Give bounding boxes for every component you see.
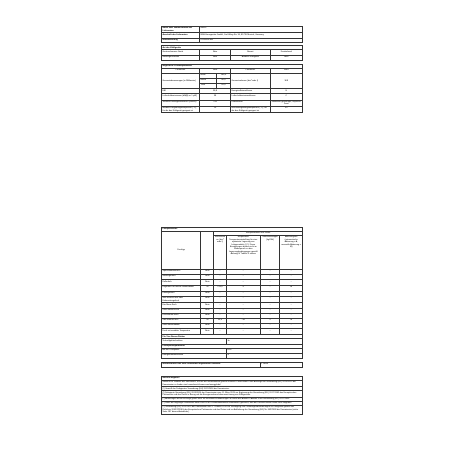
footnote: (⁵) Verordnung (EU) 2019/2019 der Kommission vom 1. Oktober 2019 zur Festlegung von Ökodesign-Anforderungen an Kühlgeräte gemäß der Richtlinie 2009/125/EG des Europäischen Parlaments und des Rates und zur Aufhebung der Verordnung (EG) Nr. 643/2009 der Kommission (siehe Seite 187 dieses Amtsblatts). — [162, 405, 303, 414]
compartment-temperature: – — [226, 291, 260, 296]
dimension-value: 65,0 — [216, 84, 230, 89]
compartment-freezing: – — [260, 308, 280, 313]
compartment-present: Ja — [201, 285, 214, 291]
compartment-present: Nein — [201, 303, 214, 308]
compartment-name: Vier-Sterne-Fach — [162, 318, 201, 323]
four-star-section-title: Für Vier-Sterne-Fächer — [162, 335, 303, 339]
light-source-value: G — [226, 353, 302, 358]
compartment-temperature: – — [226, 308, 260, 313]
supplier-name-value: Bosch — [200, 27, 303, 33]
compartment-defrost: – — [280, 324, 303, 329]
compartment-defrost: – — [280, 308, 303, 313]
volume-value: 308 — [270, 73, 302, 89]
manufacturer-weblink-note: Weblink zur Website des Herstellers, auf der die Informationen gemäß Nummer 4 Buchstabe a des Anhangs der Verordnung (EU) 2019/2019 der Kommission zu finden sind: www.bosch-home.com/energylabel — [162, 381, 303, 387]
compartment-present: Nein — [201, 313, 214, 318]
column-header: Wert — [200, 68, 231, 73]
type-param-label: Anderes Kühlgerät — [231, 55, 270, 60]
model-id-label: Modellkennung — [162, 38, 200, 42]
guarantee-label: Mindestlaufzeit der vom Lieferanten angebotenen Garantie — [162, 362, 261, 367]
compartment-freezing: – — [260, 303, 280, 308]
compartment-defrost: – — [280, 275, 303, 280]
light-source-label: Art der Lichtquelle — [162, 348, 227, 353]
supplier-address-value: BSH Hausgeräte GmbH, Carl-Wery-Str. 34, 81739 Munich, Germany — [200, 33, 303, 38]
param-value: 38 — [200, 94, 231, 100]
dimension-value: 60,0 — [216, 78, 230, 83]
compartment-name: Zwei-Sterne-Abteil — [162, 324, 201, 329]
compartment-defrost: – — [280, 303, 303, 308]
column-header: Parameter — [162, 68, 200, 73]
compartment-name: Zwei-Sterne-Fach — [162, 308, 201, 313]
compartment-temperature: – — [226, 303, 260, 308]
param-value: 98,8 — [200, 89, 231, 94]
compartment-freezing: – — [260, 296, 280, 302]
compartment-defrost: M — [280, 318, 303, 323]
compartment-temperature: – — [226, 270, 260, 275]
compartment-name: Kaltlagerfach — [162, 291, 201, 296]
compartment-temperature: – — [226, 280, 260, 285]
param-label: Jährlicher Energieverbrauch (kWh/a) — [162, 100, 200, 106]
compartment-volume: – — [214, 329, 227, 335]
compartment-name: Drei-Sterne-Fach — [162, 313, 201, 318]
compartment-name: Weinlagerfach — [162, 275, 201, 280]
compartment-volume: – — [214, 303, 227, 308]
compartment-name: Kellerfach — [162, 280, 201, 285]
compartment-temperature: – — [226, 313, 260, 318]
compartment-volume: 214,0 — [214, 285, 227, 291]
compartment-freezing: – — [260, 270, 280, 275]
compartment-present: Nein — [201, 270, 214, 275]
compartment-name: Lagerfach für frische Lebensmittel — [162, 285, 201, 291]
supplier-address-label: Anschrift des Lieferanten — [162, 33, 200, 38]
compartment-volume: – — [214, 280, 227, 285]
freezing-capacity-column-header: Gefriervermögen (kg/24h) — [260, 236, 280, 270]
compartment-name: Fach mit variabler Temperatur — [162, 329, 201, 335]
param-value: erweiterte gemäßigte, tropische Zone — [271, 100, 301, 106]
compartment-defrost: – — [280, 296, 303, 302]
dimension-name: Breite — [200, 78, 217, 83]
compartment-present: Nein — [201, 329, 214, 335]
dimension-name: Höhe — [200, 73, 217, 78]
param-value: E — [270, 89, 302, 94]
compartment-freezing: – — [260, 313, 280, 318]
compartment-freezing: – — [260, 324, 280, 329]
compartment-temperature: – — [226, 296, 260, 302]
fast-freeze-label: Schnellgefrierfunktion — [162, 339, 227, 344]
compartment-present: Nein — [201, 291, 214, 296]
appliance-type-title: Art des Kühlgeräts — [162, 46, 303, 50]
column-header: Parameter — [231, 68, 270, 73]
compartment-temperature: -18 — [226, 318, 260, 323]
compartment-freezing: – — [260, 275, 280, 280]
defrost-type-column-header: Abtauungsart (automatische Abtauung = A, manuelle Abtauung = M) — [280, 236, 303, 270]
compartment-present: Nein — [201, 275, 214, 280]
compartment-temperature: – — [226, 324, 260, 329]
general-params-title: Allgemeine Produktparameter — [162, 64, 303, 68]
compartment-temperature: 4 — [226, 285, 260, 291]
compartment-volume: – — [214, 308, 227, 313]
dimension-value: 186,0 — [216, 73, 230, 78]
compartment-temperature: – — [226, 329, 260, 335]
footnote: (²) Delegierte Verordnung (EU) 2019/2016 der Kommission vom 11. März 2019 zur Ergänzung der Verordnung (EU) 2017/1369 des Europäischen Parlaments und des Rates in Bezug auf die Energieverbrauchskennzeichnung von Kühlgeräten. — [162, 391, 303, 397]
compartment-name: Speisekammerfach — [162, 270, 201, 275]
compartment-volume: – — [214, 324, 227, 329]
column-header: Wert — [270, 68, 302, 73]
param-value: 43 — [270, 107, 302, 113]
compartment-freezing: – — [260, 285, 280, 291]
compartment-volume: – — [214, 291, 227, 296]
compartment-volume: – — [214, 275, 227, 280]
compartment-present: Nein — [201, 296, 214, 302]
compartment-defrost: – — [280, 329, 303, 335]
param-label: EEI — [162, 89, 200, 94]
compartment-present: Nein — [201, 280, 214, 285]
param-value: 10 — [200, 107, 231, 113]
further-info-title: Weitere Angaben — [162, 377, 303, 381]
compartment-defrost: – — [280, 313, 303, 318]
compartment-freezing: 4 — [260, 318, 280, 323]
footnote: (³) Änderungen dieser Eintrage gelten nicht als wesentliche Änderungen im Sinne des Artikels 4 Absatz 4 der Verordnung (EU) 2017/1369. — [162, 397, 303, 401]
type-param-label: Weinlagerschrank — [162, 55, 200, 60]
dimension-name: Tiefe — [200, 84, 217, 89]
compartment-defrost: – — [280, 270, 303, 275]
type-param-value: Nein — [270, 55, 302, 60]
param-label: Mindest-Umgebungstemperatur (°C), für die das Kühlgerät geeignet ist — [162, 107, 200, 113]
compartment-params-title: Fachparameter — [162, 228, 303, 232]
compartment-defrost: A — [280, 285, 303, 291]
type-param-value: Freistehend — [270, 50, 302, 55]
light-source-value: LED — [226, 348, 302, 353]
compartment-volume: – — [214, 296, 227, 302]
light-source-label: Energieeffizienzklasse — [162, 353, 227, 358]
model-id-value: KGV36VLEA — [200, 38, 303, 42]
compartment-present: Ja — [201, 318, 214, 323]
product-info-table — [161, 26, 303, 113]
compartment-name: Null-Sterne-Fach oder Eisbereitungsfach — [162, 296, 201, 302]
param-value: 233 — [200, 100, 231, 106]
type-param-value: Nein — [200, 50, 231, 55]
type-param-value: Nein — [200, 55, 231, 60]
supplier-name-label: Name oder Handelsmarke des Lieferanten — [162, 27, 200, 33]
compartment-temperature: – — [226, 275, 260, 280]
compartment-freezing: – — [260, 329, 280, 335]
param-label: Klimaklasse — [231, 100, 270, 106]
compartment-volume: 94,0 — [214, 318, 227, 323]
compartment-freezing: – — [260, 291, 280, 296]
param-label: Höchstumgebungstemperatur (°C), für die das Kühlgerät geeignet ist — [231, 107, 270, 113]
further-info-table — [161, 376, 303, 415]
compartment-volume: – — [214, 313, 227, 318]
compartment-defrost: – — [280, 280, 303, 285]
volume-column-header: Fachvolumen (dm³ oder l) — [214, 236, 227, 270]
footnote: (⁴) wenn die angefügte Datenbank diese Zelle in der Produktdatenbank automatisch generiert, darf der Lieferant diese Daten nicht eingeben. — [162, 401, 303, 405]
compartment-type-header: Fachtyp — [162, 232, 201, 270]
compartment-name: Ein-Stern-Fach — [162, 303, 201, 308]
guarantee-value: 2 Jahre — [260, 362, 302, 367]
light-source-section-title: Lichtquellenparameter — [162, 344, 303, 348]
type-param-label: Bauart — [231, 50, 270, 55]
param-label: Energieeffizienzklasse — [231, 89, 270, 94]
compartment-freezing: – — [260, 280, 280, 285]
dimensions-label: Gesamtabmessungen (in Millimeter) — [162, 73, 200, 89]
fast-freeze-value: Ja — [226, 339, 302, 344]
param-value: C — [270, 94, 302, 100]
volume-label: Gesamtvolumen (dm³ oder l) — [231, 73, 270, 89]
compartment-params-table — [161, 227, 303, 368]
temperature-column-header: Empfohlene Temperatureinstellung für eine optimierte Lagerung von Lebensmitteln (°C). Diese Einstellungen dürfen nicht im Widerspruch zu den Lagerungsbedingungen gemäß Anhang IV Tabelle 3 stehen — [226, 236, 260, 270]
param-label: Luftschallemissionen (dB(A) re 1 pW) — [162, 94, 200, 100]
footnote: (¹) Gemäß der Delegierten Verordnung (EU) 2019/2016 der Kommission. — [162, 387, 303, 391]
param-label: Luftschallemissionsklasse — [231, 94, 270, 100]
compartment-values-group-header: Fachparameter und -werte — [214, 232, 303, 236]
compartment-volume: – — [214, 270, 227, 275]
compartment-present: Nein — [201, 324, 214, 329]
compartment-defrost: – — [280, 291, 303, 296]
compartment-present: Nein — [201, 308, 214, 313]
type-param-label: Geräuscharmes Gerät — [162, 50, 200, 55]
